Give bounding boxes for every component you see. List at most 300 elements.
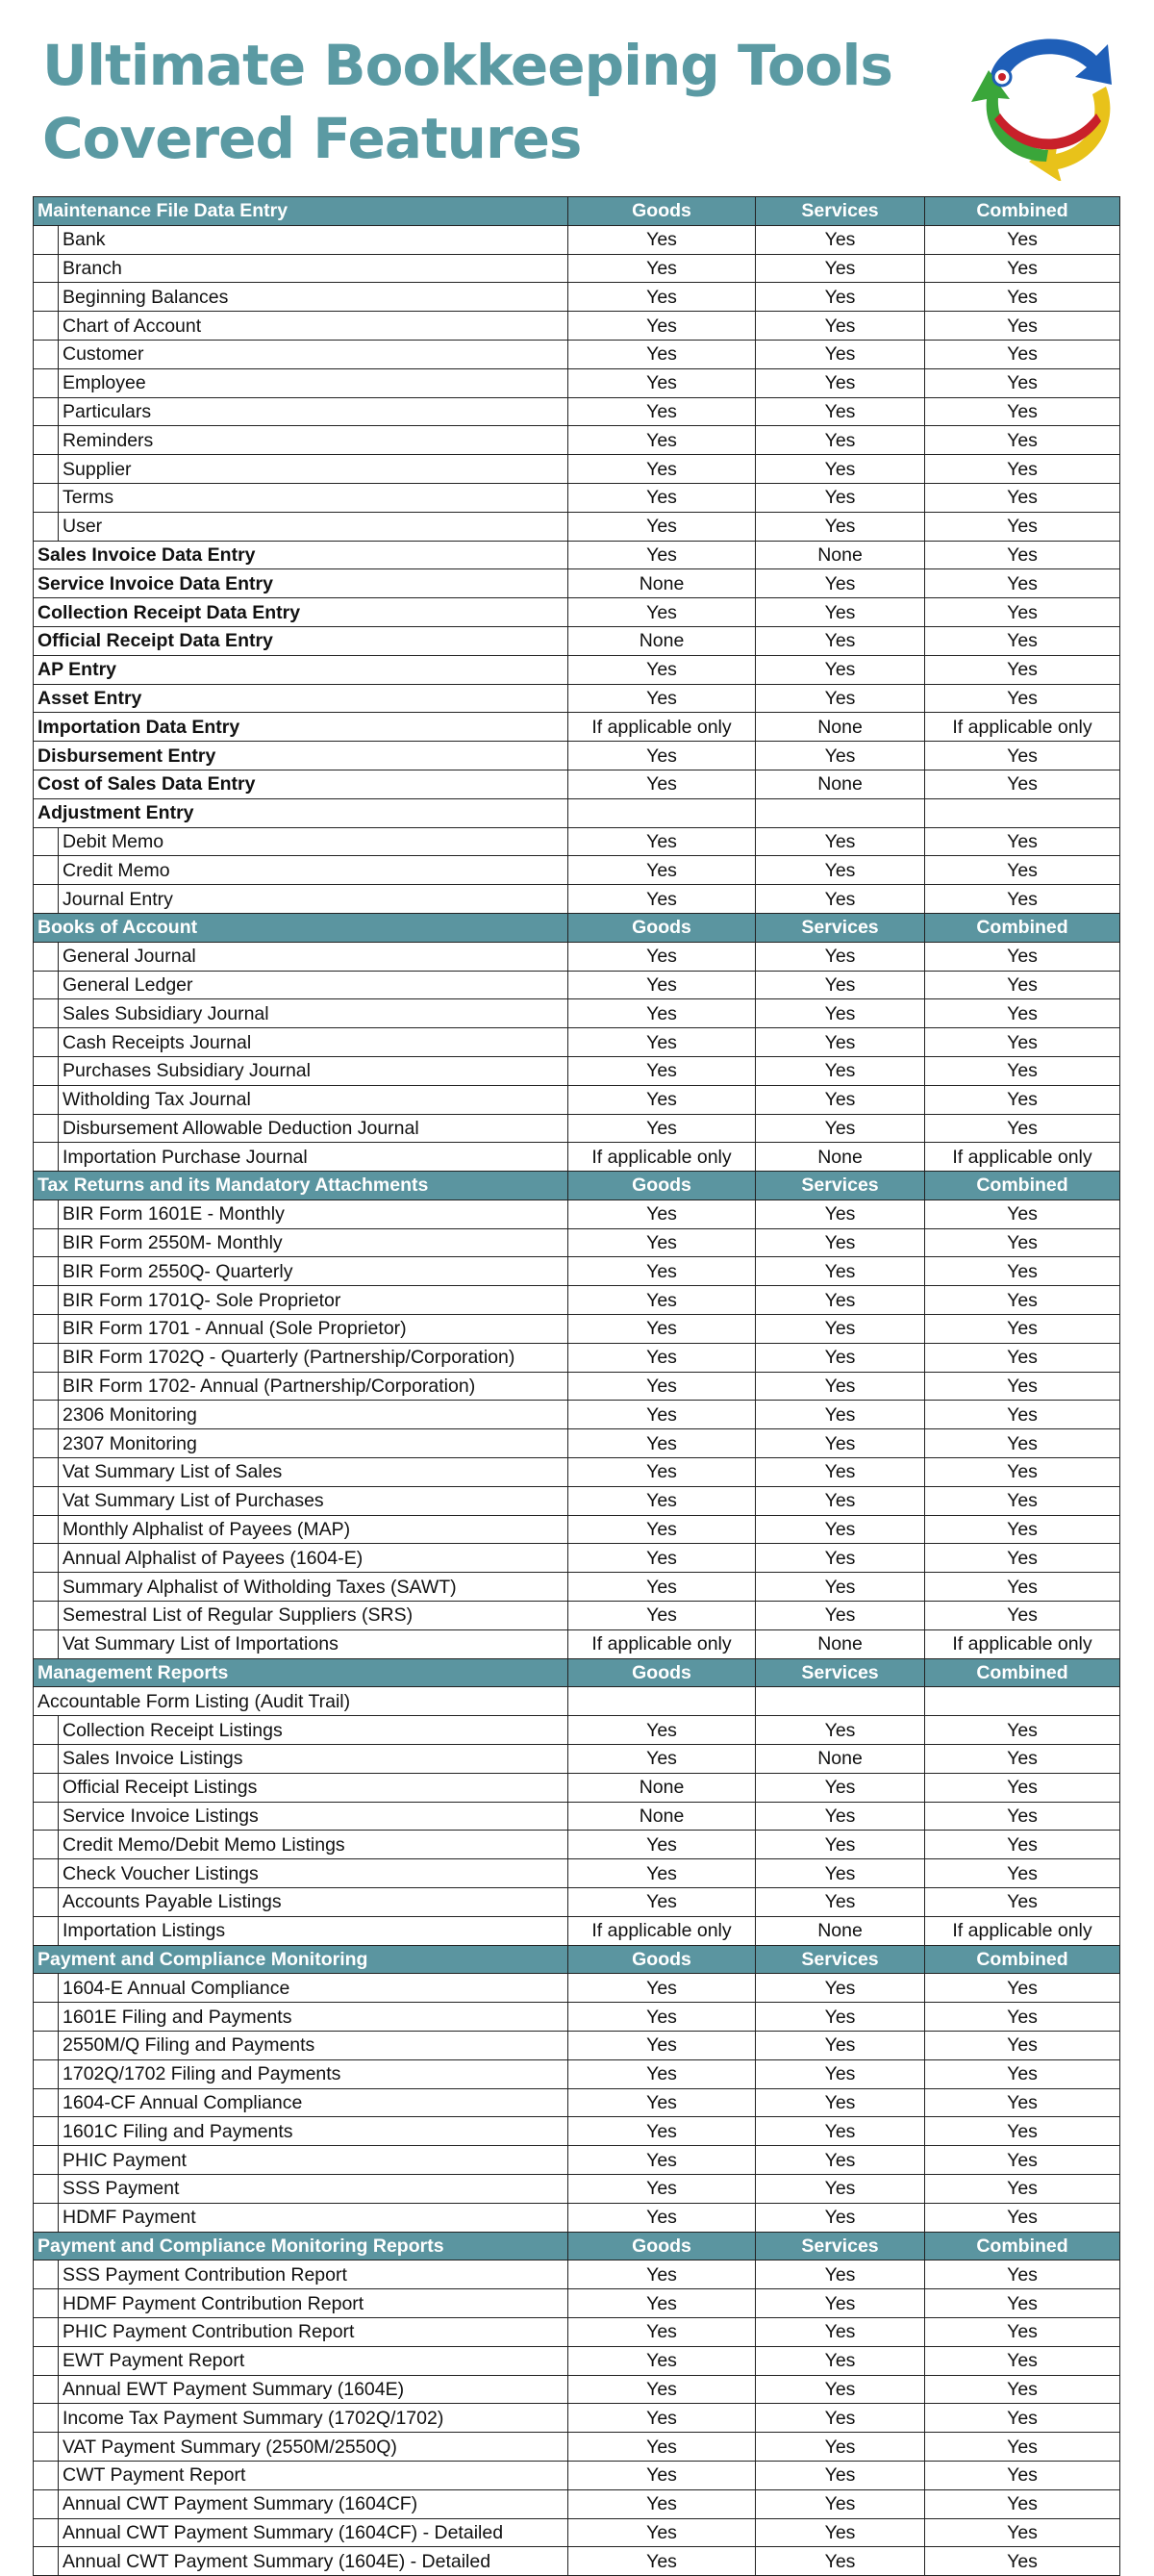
availability-cell: Yes	[568, 2317, 756, 2346]
availability-cell: Yes	[568, 483, 756, 512]
availability-cell: Yes	[925, 1200, 1120, 1228]
indent-cell	[34, 225, 59, 254]
availability-cell: Yes	[925, 1343, 1120, 1372]
table-row	[34, 455, 1120, 484]
column-header: Goods	[568, 1658, 756, 1687]
feature-name: Vat Summary List of Sales	[59, 1458, 568, 1487]
indent-cell	[34, 1085, 59, 1114]
feature-name: Disbursement Entry	[34, 742, 568, 770]
availability-cell: Yes	[568, 312, 756, 341]
indent-cell	[34, 2032, 59, 2060]
availability-cell: Yes	[568, 1372, 756, 1401]
indent-cell	[34, 2203, 59, 2232]
indent-cell	[34, 1143, 59, 1172]
feature-name: HDMF Payment	[59, 2203, 568, 2232]
column-header: Services	[756, 1945, 925, 1974]
availability-cell: None	[756, 541, 925, 569]
column-header: Goods	[568, 2232, 756, 2260]
availability-cell: Yes	[756, 1028, 925, 1057]
availability-cell: Yes	[925, 312, 1120, 341]
availability-cell: None	[568, 1773, 756, 1802]
table-row	[34, 2117, 1120, 2146]
indent-cell	[34, 1716, 59, 1745]
availability-cell: Yes	[568, 1716, 756, 1745]
feature-name: Importation Listings	[59, 1916, 568, 1945]
table-row	[34, 742, 1120, 770]
availability-cell: Yes	[756, 283, 925, 312]
table-row	[34, 1085, 1120, 1114]
table-row	[34, 340, 1120, 368]
table-row	[34, 2433, 1120, 2462]
availability-cell: Yes	[756, 1401, 925, 1429]
feature-name: Customer	[59, 340, 568, 368]
feature-name: Reminders	[59, 426, 568, 455]
availability-cell: Yes	[925, 1228, 1120, 1257]
feature-name: Annual EWT Payment Summary (1604E)	[59, 2375, 568, 2404]
availability-cell: Yes	[925, 1056, 1120, 1085]
availability-cell: Yes	[756, 368, 925, 397]
availability-cell: Yes	[568, 1974, 756, 2003]
availability-cell: Yes	[568, 1515, 756, 1544]
availability-cell: Yes	[756, 1602, 925, 1630]
table-row	[34, 999, 1120, 1028]
availability-cell: Yes	[925, 1573, 1120, 1602]
column-header: Combined	[925, 913, 1120, 942]
feature-name: Collection Receipt Listings	[59, 1716, 568, 1745]
availability-cell: Yes	[925, 2317, 1120, 2346]
table-row	[34, 1802, 1120, 1831]
feature-name: Accountable Form Listing (Audit Trail)	[34, 1687, 568, 1716]
table-row	[34, 598, 1120, 627]
table-row	[34, 312, 1120, 341]
indent-cell	[34, 1257, 59, 1286]
feature-name: Supplier	[59, 455, 568, 484]
table-row	[34, 569, 1120, 598]
feature-name: Particulars	[59, 397, 568, 426]
availability-cell: Yes	[568, 2088, 756, 2117]
availability-cell: Yes	[756, 312, 925, 341]
feature-name: Adjustment Entry	[34, 798, 568, 827]
indent-cell	[34, 1286, 59, 1315]
table-row	[34, 254, 1120, 283]
availability-cell	[925, 798, 1120, 827]
indent-cell	[34, 1573, 59, 1602]
feature-name: Bank	[59, 225, 568, 254]
table-row	[34, 971, 1120, 999]
column-header: Services	[756, 913, 925, 942]
table-row	[34, 1602, 1120, 1630]
table-row	[34, 1859, 1120, 1888]
indent-cell	[34, 2547, 59, 2576]
indent-cell	[34, 2059, 59, 2088]
availability-cell: Yes	[568, 541, 756, 569]
indent-cell	[34, 1200, 59, 1228]
table-row	[34, 798, 1120, 827]
page-title	[42, 29, 892, 175]
availability-cell: Yes	[756, 2346, 925, 2375]
indent-cell	[34, 2518, 59, 2547]
column-header: Services	[756, 1172, 925, 1200]
feature-name: BIR Form 2550M- Monthly	[59, 1228, 568, 1257]
availability-cell: Yes	[925, 225, 1120, 254]
availability-cell: Yes	[756, 2489, 925, 2518]
indent-cell	[34, 1401, 59, 1429]
indent-cell	[34, 1745, 59, 1774]
indent-cell	[34, 1802, 59, 1831]
table-row	[34, 483, 1120, 512]
availability-cell: Yes	[756, 999, 925, 1028]
feature-name: Semestral List of Regular Suppliers (SRS)	[59, 1602, 568, 1630]
indent-cell	[34, 1831, 59, 1859]
availability-cell: Yes	[756, 1859, 925, 1888]
availability-cell: Yes	[925, 512, 1120, 541]
indent-cell	[34, 1544, 59, 1573]
indent-cell	[34, 1028, 59, 1057]
availability-cell: Yes	[756, 2032, 925, 2060]
availability-cell: None	[756, 713, 925, 742]
indent-cell	[34, 1515, 59, 1544]
table-row	[34, 2461, 1120, 2489]
indent-cell	[34, 1228, 59, 1257]
indent-cell	[34, 971, 59, 999]
table-row	[34, 1315, 1120, 1344]
section-title: Tax Returns and its Mandatory Attachments	[34, 1172, 568, 1200]
table-row	[34, 1028, 1120, 1057]
feature-name: Beginning Balances	[59, 283, 568, 312]
availability-cell: Yes	[568, 742, 756, 770]
availability-cell: If applicable only	[568, 1143, 756, 1172]
indent-cell	[34, 1629, 59, 1658]
availability-cell: Yes	[756, 1831, 925, 1859]
availability-cell: Yes	[925, 971, 1120, 999]
availability-cell: If applicable only	[925, 713, 1120, 742]
indent-cell	[34, 397, 59, 426]
availability-cell: Yes	[568, 2117, 756, 2146]
feature-name: 2307 Monitoring	[59, 1429, 568, 1458]
indent-cell	[34, 426, 59, 455]
availability-cell: Yes	[925, 1802, 1120, 1831]
feature-name: 1601E Filing and Payments	[59, 2003, 568, 2032]
availability-cell: Yes	[568, 598, 756, 627]
availability-cell: Yes	[925, 2032, 1120, 2060]
feature-name: BIR Form 1702Q - Quarterly (Partnership/Corporation)	[59, 1343, 568, 1372]
feature-name: 2306 Monitoring	[59, 1401, 568, 1429]
table-row	[34, 1114, 1120, 1143]
availability-cell: Yes	[756, 225, 925, 254]
availability-cell: Yes	[756, 340, 925, 368]
availability-cell: Yes	[568, 999, 756, 1028]
availability-cell: None	[568, 569, 756, 598]
availability-cell: Yes	[568, 1401, 756, 1429]
table-row	[34, 2317, 1120, 2346]
availability-cell: Yes	[925, 1974, 1120, 2003]
availability-cell: Yes	[925, 1085, 1120, 1114]
feature-name: Cash Receipts Journal	[59, 1028, 568, 1057]
section-header-row	[34, 1658, 1120, 1687]
availability-cell: Yes	[568, 1831, 756, 1859]
title-line-1: Ultimate Bookkeeping Tools	[42, 33, 892, 98]
indent-cell	[34, 2174, 59, 2203]
feature-name: Cost of Sales Data Entry	[34, 770, 568, 798]
availability-cell: Yes	[925, 1486, 1120, 1515]
availability-cell: Yes	[756, 827, 925, 856]
availability-cell: Yes	[756, 885, 925, 914]
column-header: Services	[756, 197, 925, 226]
availability-cell: Yes	[756, 2003, 925, 2032]
indent-cell	[34, 455, 59, 484]
feature-name: Sales Invoice Data Entry	[34, 541, 568, 569]
availability-cell: Yes	[756, 1114, 925, 1143]
availability-cell: Yes	[925, 1286, 1120, 1315]
table-row	[34, 1773, 1120, 1802]
availability-cell: Yes	[925, 283, 1120, 312]
feature-name: Collection Receipt Data Entry	[34, 598, 568, 627]
availability-cell: Yes	[756, 2146, 925, 2175]
section-header-row	[34, 913, 1120, 942]
indent-cell	[34, 340, 59, 368]
availability-cell: Yes	[568, 397, 756, 426]
availability-cell: Yes	[568, 684, 756, 713]
availability-cell: Yes	[925, 2346, 1120, 2375]
feature-name: 1604-CF Annual Compliance	[59, 2088, 568, 2117]
feature-name: General Ledger	[59, 971, 568, 999]
table-row	[34, 1257, 1120, 1286]
feature-name: General Journal	[59, 942, 568, 971]
column-header: Goods	[568, 1945, 756, 1974]
availability-cell: Yes	[756, 971, 925, 999]
availability-cell: Yes	[568, 2260, 756, 2289]
indent-cell	[34, 2404, 59, 2433]
availability-cell: Yes	[756, 1200, 925, 1228]
column-header: Combined	[925, 197, 1120, 226]
indent-cell	[34, 1343, 59, 1372]
table-row	[34, 2260, 1120, 2289]
availability-cell: Yes	[925, 2375, 1120, 2404]
table-row	[34, 397, 1120, 426]
indent-cell	[34, 2088, 59, 2117]
section-header-row	[34, 2232, 1120, 2260]
table-row	[34, 713, 1120, 742]
availability-cell: Yes	[925, 569, 1120, 598]
table-row	[34, 368, 1120, 397]
feature-name: BIR Form 1702- Annual (Partnership/Corporation)	[59, 1372, 568, 1401]
availability-cell: Yes	[568, 2174, 756, 2203]
feature-name: Monthly Alphalist of Payees (MAP)	[59, 1515, 568, 1544]
table-row	[34, 2518, 1120, 2547]
feature-name: 1601C Filing and Payments	[59, 2117, 568, 2146]
indent-cell	[34, 2375, 59, 2404]
table-row	[34, 1745, 1120, 1774]
availability-cell: Yes	[756, 684, 925, 713]
feature-name: 1604-E Annual Compliance	[59, 1974, 568, 2003]
indent-cell	[34, 2317, 59, 2346]
availability-cell: Yes	[568, 340, 756, 368]
table-row	[34, 1629, 1120, 1658]
feature-name: Debit Memo	[59, 827, 568, 856]
availability-cell: Yes	[925, 999, 1120, 1028]
availability-cell: Yes	[756, 626, 925, 655]
availability-cell: Yes	[568, 368, 756, 397]
feature-name: AP Entry	[34, 655, 568, 684]
availability-cell: Yes	[756, 2260, 925, 2289]
table-row	[34, 885, 1120, 914]
availability-cell: None	[756, 1143, 925, 1172]
indent-cell	[34, 254, 59, 283]
availability-cell: Yes	[568, 1085, 756, 1114]
table-row	[34, 2346, 1120, 2375]
feature-name: User	[59, 512, 568, 541]
feature-name: Official Receipt Listings	[59, 1773, 568, 1802]
availability-cell: Yes	[568, 2032, 756, 2060]
availability-cell: Yes	[925, 1257, 1120, 1286]
section-title: Management Reports	[34, 1658, 568, 1687]
availability-cell: Yes	[925, 368, 1120, 397]
table-row	[34, 2088, 1120, 2117]
availability-cell: None	[568, 1802, 756, 1831]
availability-cell: Yes	[925, 483, 1120, 512]
availability-cell: Yes	[925, 2203, 1120, 2232]
indent-cell	[34, 368, 59, 397]
availability-cell: Yes	[756, 2203, 925, 2232]
availability-cell: Yes	[756, 2317, 925, 2346]
indent-cell	[34, 2346, 59, 2375]
availability-cell: Yes	[568, 1429, 756, 1458]
availability-cell: Yes	[756, 1515, 925, 1544]
availability-cell: Yes	[756, 1343, 925, 1372]
availability-cell: Yes	[925, 655, 1120, 684]
availability-cell: If applicable only	[568, 713, 756, 742]
availability-cell: Yes	[756, 1056, 925, 1085]
indent-cell	[34, 942, 59, 971]
table-row	[34, 1401, 1120, 1429]
availability-cell: Yes	[756, 2059, 925, 2088]
availability-cell: Yes	[568, 856, 756, 885]
availability-cell: Yes	[925, 942, 1120, 971]
availability-cell: Yes	[925, 254, 1120, 283]
availability-cell	[925, 1687, 1120, 1716]
availability-cell: Yes	[568, 1745, 756, 1774]
table-row	[34, 2174, 1120, 2203]
availability-cell: Yes	[568, 426, 756, 455]
availability-cell: Yes	[756, 598, 925, 627]
indent-cell	[34, 999, 59, 1028]
availability-cell: Yes	[756, 1716, 925, 1745]
availability-cell: Yes	[925, 2174, 1120, 2203]
availability-cell: Yes	[756, 426, 925, 455]
availability-cell: Yes	[568, 283, 756, 312]
availability-cell: Yes	[568, 885, 756, 914]
availability-cell: Yes	[756, 512, 925, 541]
availability-cell: Yes	[756, 742, 925, 770]
availability-cell: Yes	[925, 1458, 1120, 1487]
availability-cell: Yes	[568, 2289, 756, 2318]
feature-name: Accounts Payable Listings	[59, 1888, 568, 1917]
section-header-row	[34, 1172, 1120, 1200]
feature-name: Witholding Tax Journal	[59, 1085, 568, 1114]
title-line-2: Covered Features	[42, 106, 582, 171]
feature-name: SSS Payment Contribution Report	[59, 2260, 568, 2289]
availability-cell: If applicable only	[925, 1143, 1120, 1172]
availability-cell: Yes	[925, 1602, 1120, 1630]
availability-cell: Yes	[568, 1257, 756, 1286]
availability-cell: Yes	[756, 1802, 925, 1831]
availability-cell: Yes	[925, 340, 1120, 368]
availability-cell: Yes	[568, 1315, 756, 1344]
availability-cell: Yes	[925, 1401, 1120, 1429]
availability-cell	[568, 1687, 756, 1716]
indent-cell	[34, 2117, 59, 2146]
availability-cell: Yes	[568, 1486, 756, 1515]
availability-cell: Yes	[925, 2289, 1120, 2318]
indent-cell	[34, 2289, 59, 2318]
section-title: Payment and Compliance Monitoring Reports	[34, 2232, 568, 2260]
table-row	[34, 1916, 1120, 1945]
table-row	[34, 2289, 1120, 2318]
availability-cell: Yes	[756, 2174, 925, 2203]
table-row	[34, 512, 1120, 541]
availability-cell: Yes	[756, 2375, 925, 2404]
table-row	[34, 2032, 1120, 2060]
table-row	[34, 1200, 1120, 1228]
indent-cell	[34, 1888, 59, 1917]
availability-cell: Yes	[568, 2404, 756, 2433]
table-row	[34, 655, 1120, 684]
availability-cell: Yes	[756, 569, 925, 598]
feature-name: Importation Data Entry	[34, 713, 568, 742]
availability-cell: Yes	[756, 1286, 925, 1315]
availability-cell: Yes	[568, 770, 756, 798]
availability-cell: Yes	[925, 856, 1120, 885]
availability-cell: Yes	[756, 1888, 925, 1917]
table-row	[34, 2203, 1120, 2232]
indent-cell	[34, 2146, 59, 2175]
availability-cell: None	[756, 1629, 925, 1658]
feature-name: Annual CWT Payment Summary (1604CF)	[59, 2489, 568, 2518]
availability-cell: Yes	[568, 1228, 756, 1257]
availability-cell: Yes	[568, 2489, 756, 2518]
indent-cell	[34, 1429, 59, 1458]
availability-cell: Yes	[925, 885, 1120, 914]
table-row	[34, 1831, 1120, 1859]
availability-cell: Yes	[925, 1831, 1120, 1859]
table-row	[34, 541, 1120, 569]
table-row	[34, 225, 1120, 254]
feature-name: Annual CWT Payment Summary (1604CF) - Detailed	[59, 2518, 568, 2547]
feature-name: Asset Entry	[34, 684, 568, 713]
availability-cell: Yes	[568, 512, 756, 541]
availability-cell: Yes	[925, 2059, 1120, 2088]
availability-cell	[756, 1687, 925, 1716]
availability-cell: Yes	[756, 942, 925, 971]
availability-cell: Yes	[568, 1859, 756, 1888]
feature-name: Purchases Subsidiary Journal	[59, 1056, 568, 1085]
availability-cell: Yes	[568, 2547, 756, 2576]
table-row	[34, 1143, 1120, 1172]
availability-cell: Yes	[925, 1888, 1120, 1917]
indent-cell	[34, 1773, 59, 1802]
availability-cell: Yes	[568, 1200, 756, 1228]
table-row	[34, 283, 1120, 312]
column-header: Combined	[925, 1658, 1120, 1687]
availability-cell: Yes	[925, 1773, 1120, 1802]
availability-cell: Yes	[925, 1515, 1120, 1544]
availability-cell: Yes	[925, 1372, 1120, 1401]
section-header-row	[34, 197, 1120, 226]
availability-cell: Yes	[756, 1257, 925, 1286]
availability-cell: Yes	[568, 1028, 756, 1057]
availability-cell: Yes	[925, 2146, 1120, 2175]
table-row	[34, 1056, 1120, 1085]
